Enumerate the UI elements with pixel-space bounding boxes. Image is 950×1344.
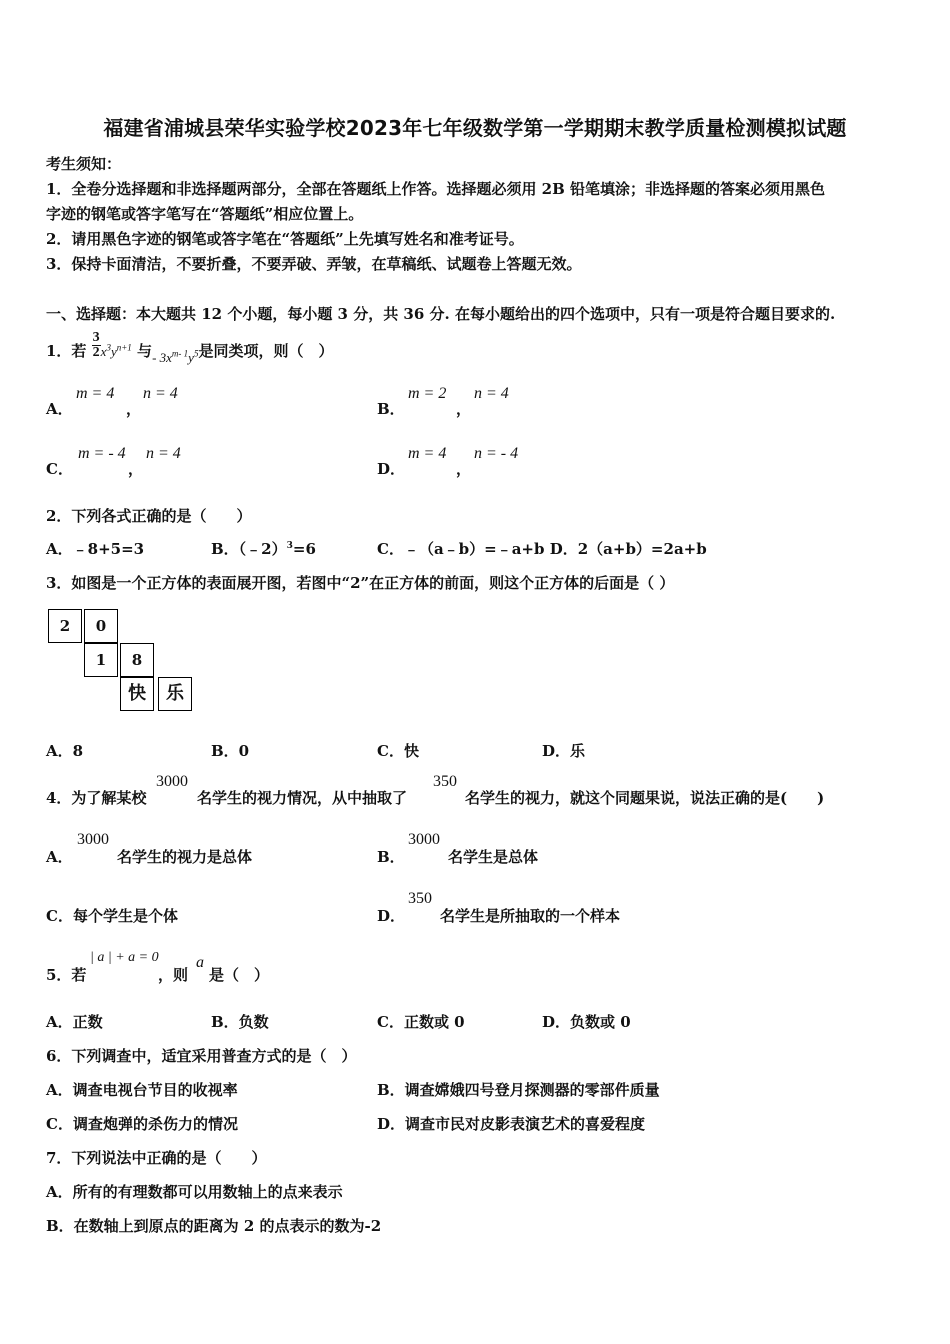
q4-option-b-label: B． <box>377 848 405 866</box>
q2-stem: 2．下列各式正确的是（ ） <box>46 507 252 525</box>
q4-option-c: C．每个学生是个体 <box>46 907 178 925</box>
q1-option-b-n: n = 4 <box>474 385 509 402</box>
q5-mid: ，则 <box>158 966 189 984</box>
q1-option-d-n: n = - 4 <box>474 445 519 462</box>
q7-stem: 7．下列说法中正确的是（ ） <box>46 1149 267 1167</box>
q3-option-d: D．乐 <box>542 742 586 760</box>
cube-cell-1: 1 <box>84 643 118 677</box>
q2-option-b-pre: B．（﹣2） <box>211 540 287 558</box>
q2-option-b <box>211 538 316 559</box>
q1-option-b-label: B． <box>377 400 405 418</box>
notice-line-1a: 1．全卷分选择题和非选择题两部分，全部在答题纸上作答。选择题必须用 2B 铅笔填涂；非选择题的答案必须用黑色 <box>46 180 826 198</box>
q7-option-a: A．所有的有理数都可以用数轴上的点来表示 <box>46 1183 343 1201</box>
page-title: 福建省浦城县荣华实验学校2023年七年级数学第一学期期末教学质量检测模拟试题 <box>103 116 847 140</box>
q2-option-cd: C．﹣（a﹣b）=﹣a+b D．2（a+b）=2a+b <box>377 540 707 558</box>
q3-option-b: B．0 <box>211 742 250 760</box>
q4-post: 名学生的视力，就这个同题果说，说法正确的是( ) <box>465 789 825 807</box>
q1-fraction <box>92 331 101 360</box>
q1-prefix: 1．若 <box>46 342 87 360</box>
notice-line-3: 3．保持卡面清洁，不要折叠，不要弄破、弄皱，在草稿纸、试题卷上答题无效。 <box>46 255 582 273</box>
q1-option-d-label: D． <box>377 460 406 478</box>
q5-post: 是（ ） <box>209 966 270 984</box>
q1-term2-x: - 3x <box>152 350 172 365</box>
q5-option-d: D．负数或 0 <box>542 1013 631 1031</box>
q4-num2: 350 <box>433 773 457 790</box>
q5-option-b: B．负数 <box>211 1013 269 1031</box>
q1-option-a-label: A． <box>46 400 73 418</box>
q2-option-a: A．﹣8+5=3 <box>46 540 145 558</box>
q7-option-b: B．在数轴上到原点的距离为 2 的点表示的数为-2 <box>46 1217 382 1235</box>
q4-option-a-num: 3000 <box>77 831 109 848</box>
q5-option-c: C．正数或 0 <box>377 1013 465 1031</box>
q1-term2-y: y <box>188 350 194 365</box>
q6-stem: 6．下列调查中，适宜采用普查方式的是（ ） <box>46 1047 357 1065</box>
q4-option-d-text: 名学生是所抽取的一个样本 <box>440 907 621 925</box>
q6-option-c: C．调查炮弹的杀伤力的情况 <box>46 1115 238 1133</box>
q4-option-a-text: 名学生的视力是总体 <box>117 848 253 866</box>
q1-term1-x: x <box>100 344 107 359</box>
notice-line-2: 2．请用黑色字迹的钢笔或答字笔在“答题纸”上先填写姓名和准考证号。 <box>46 230 524 248</box>
q4-option-d-num: 350 <box>408 890 432 907</box>
section-heading: 一、选择题：本大题共 12 个小题，每小题 3 分，共 36 分. 在每小题给出的四个选项中，只有一项是符合题目要求的. <box>46 305 836 323</box>
q4-num1: 3000 <box>156 773 188 790</box>
q2-option-b-sup: 3 <box>286 541 293 551</box>
q1-term1-y: y <box>110 344 117 359</box>
q1-exp2: m- 1 <box>171 348 189 359</box>
notice-line-1b: 字迹的钢笔或答字笔写在“答题纸”相应位置上。 <box>46 205 364 223</box>
cube-cell-kuai: 快 <box>120 677 154 711</box>
q5-option-a: A．正数 <box>46 1013 103 1031</box>
notice-heading: 考生须知： <box>46 155 122 173</box>
q5-pre: 5．若 <box>46 966 87 984</box>
q1-option-d-m: m = 4 <box>408 445 447 462</box>
cube-cell-0: 0 <box>84 609 118 643</box>
q4-mid: 名学生的视力情况，从中抽取了 <box>197 789 408 807</box>
q4-option-b-num: 3000 <box>408 831 440 848</box>
q1-option-c-label: C． <box>46 460 73 478</box>
q1-term2 <box>152 350 198 365</box>
q1-option-c-m: m = - 4 <box>78 445 126 462</box>
q1-frac-num: 3 <box>92 329 100 345</box>
q1-option-a-comma: ， <box>126 400 142 418</box>
q6-option-d: D．调查市民对皮影表演艺术的喜爱程度 <box>377 1115 646 1133</box>
q1-exp2b: 5 <box>193 348 199 359</box>
cube-cell-8: 8 <box>120 643 154 677</box>
q4-option-a-label: A． <box>46 848 73 866</box>
q1-option-a-m: m = 4 <box>76 385 115 402</box>
q3-option-c: C．快 <box>377 742 419 760</box>
q1-term1 <box>101 344 132 359</box>
q1-stem <box>46 329 334 365</box>
q1-option-c-n: n = 4 <box>146 445 181 462</box>
q6-option-a: A．调查电视台节目的收视率 <box>46 1081 238 1099</box>
q1-exp1: 3 <box>106 342 111 353</box>
q1-option-a-n: n = 4 <box>143 385 178 402</box>
q1-frac-den: 2 <box>92 344 100 360</box>
q4-option-b-text: 名学生是总体 <box>448 848 539 866</box>
q1-suffix: 是同类项，则（ ） <box>198 342 334 360</box>
q4-pre: 4．为了解某校 <box>46 789 147 807</box>
q1-option-b-m: m = 2 <box>408 385 447 402</box>
q1-option-d-comma: ， <box>456 460 472 478</box>
q3-option-a: A．8 <box>46 742 84 760</box>
q1-mid: 与 <box>137 342 153 360</box>
q3-stem: 3．如图是一个正方体的表面展开图，若图中“2”在正方体的前面，则这个正方体的后面是（ ） <box>46 574 675 592</box>
q1-exp1b: n+1 <box>116 342 132 353</box>
cube-cell-le: 乐 <box>158 677 192 711</box>
q5-var: a <box>196 954 204 971</box>
q1-option-c-comma: ， <box>128 460 144 478</box>
q2-option-b-post: =6 <box>292 540 316 558</box>
cube-cell-2: 2 <box>48 609 82 643</box>
q1-option-b-comma: ， <box>456 400 472 418</box>
q5-expr: | a | + a = 0 <box>90 950 159 965</box>
q4-option-d-label: D． <box>377 907 406 925</box>
q6-option-b: B．调查嫦娥四号登月探测器的零部件质量 <box>377 1081 660 1099</box>
